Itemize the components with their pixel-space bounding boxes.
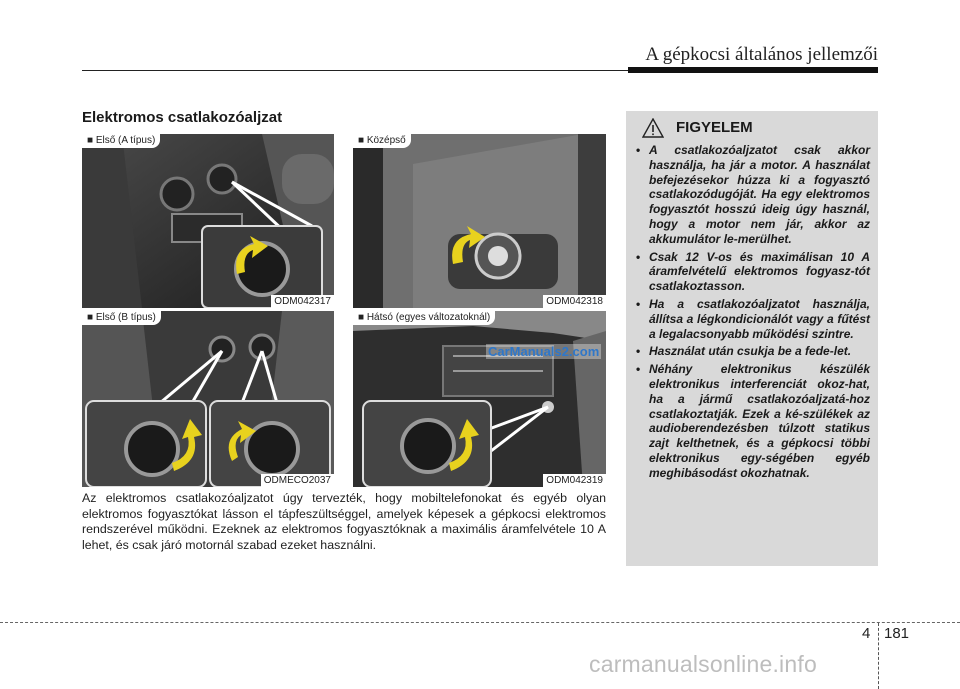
photo-front-a-image [82,134,334,308]
photo-front-a [82,134,334,308]
photo-rear-image [353,311,606,487]
photo-front-a-label: ■ Első (A típus) [82,134,160,148]
header-rule-thin [82,70,628,71]
footer-dashed-line [0,622,960,623]
warning-header [638,118,868,140]
warning-item: • Ha a csatlakozóaljzatot használja, állítsa a légkondicionálót vagy a fűtést a legalacsonyabb működési szintre. [634,297,870,341]
photo-center [353,134,606,308]
footer-dashed-vertical [878,623,879,689]
warning-item: • Néhány elektronikus készülék elektronikus interferenciát okoz-hat, ha a jármű csatlakozóaljzatá-hoz csatlakoztatják. Ezek a ké-szülékek az audioberendezésben túlzott statikus zajt kelthetnek, és a gépkocsi többi elektronikus egy-ségében egyéb meghibásodást okozhatnak. [634,362,870,480]
warning-item: • Használat után csukja be a fede-let. [634,344,870,359]
photo-rear [353,311,606,487]
page-number: 181 [884,625,910,642]
chapter-number: 4 [862,625,871,642]
warning-item: • Csak 12 V-os és maximálisan 10 A áramfelvételű elektromos fogyasz-tót csatlakoztasson. [634,250,870,294]
header-title: A gépkocsi általános jellemzői [645,44,878,65]
section-title: Elektromos csatlakozóaljzat [82,109,283,126]
photo-front-b-image [82,311,334,487]
warning-title: FIGYELEM [676,119,753,136]
warning-list [634,143,870,484]
photo-front-b [82,311,334,487]
photo-rear-label: ■ Hátsó (egyes változatoknál) [353,311,495,325]
photo-rear-code: ODM042319 [543,474,606,487]
photo-front-a-code: ODM042317 [271,295,334,308]
watermark: carmanualsonline.info [589,651,817,677]
photo-front-b-code: ODMECO2037 [261,474,334,487]
warning-box [626,111,878,566]
photo-center-image [353,134,606,308]
header-rule-thick [628,67,878,73]
body-paragraph: Az elektromos csatlakozóaljzatot úgy tervezték, hogy mobiltelefonokat és egyéb olyan elektromos fogyasztókat lásson el tápfeszültséggel, amelyek képesek a gépkocsi elektromos rendszerével működni. Ezeknek az elektromos fogyasztóknak a maximális áramfelvétele 10 A lehet, és csak járó motornál szabad ezeket használni. [82,491,606,552]
photo-center-label: ■ Középső [353,134,411,148]
warning-triangle-icon [642,118,664,138]
carmanuals-overlay: CarManuals2.com [488,344,600,359]
photo-front-b-label: ■ Első (B típus) [82,311,161,325]
photo-center-code: ODM042318 [543,295,606,308]
warning-item: • A csatlakozóaljzatot csak akkor használja, ha jár a motor. A használat befejezésekor húzza ki a fogyasztó csatlakozódugóját. Ha egy elektromos fogyasztót hosszú ideig úgy használ, hogy a motor nem jár, akkor az akkumulátor le-merülhet. [634,143,870,247]
